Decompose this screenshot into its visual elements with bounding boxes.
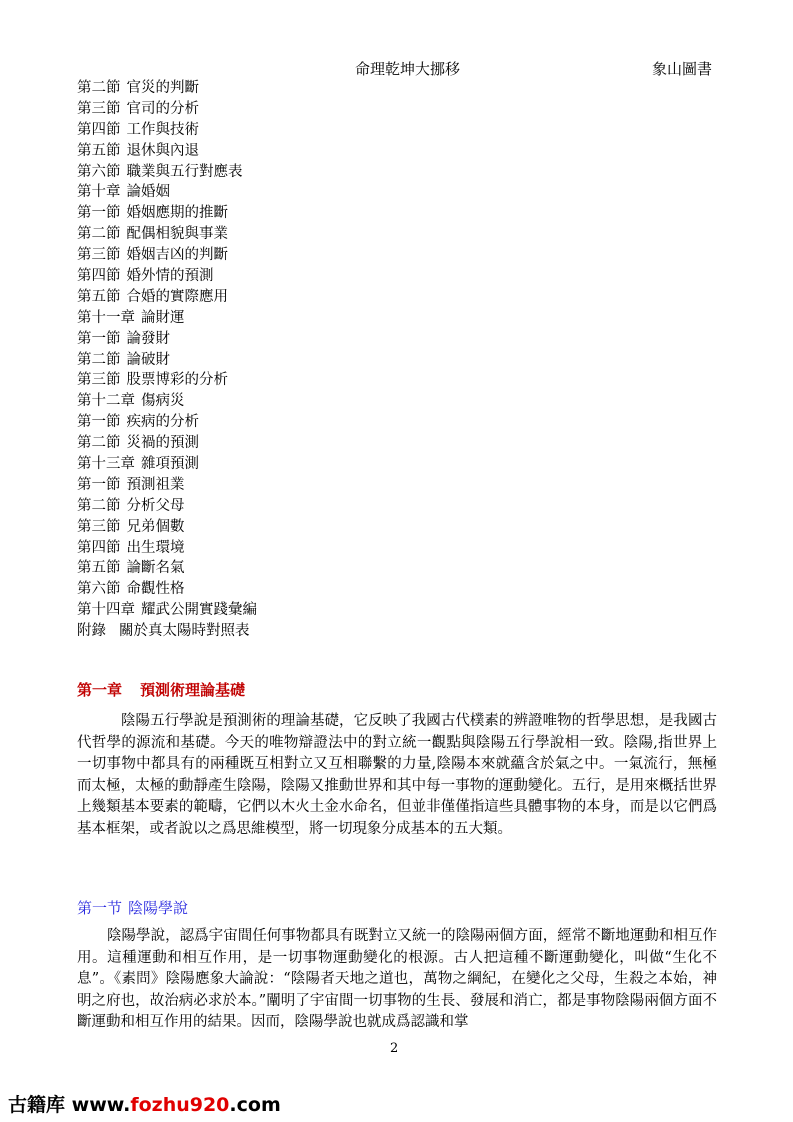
toc-entry-number: 第二節	[77, 497, 121, 514]
toc-entry-number: 第十二章	[77, 393, 135, 410]
toc-entry	[77, 78, 257, 99]
toc-entry-title: 傷病災	[141, 393, 185, 410]
toc-entry-title: 論財運	[141, 309, 185, 326]
toc-entry	[77, 287, 257, 308]
toc-entry	[77, 329, 257, 350]
body-paragraph-1: 陰陽五行學說是預測術的理論基礎，它反映了我國古代樸素的辨證唯物的哲學思想，是我國古代哲學的源流和基礎。今天的唯物辯證法中的對立統一觀點與陰陽五行學說相一致。陰陽,指世界上一切事物中都具有的兩種既互相對立又互相聯繫的力量,陰陽本來就蘊含於氣之中。一氣流行，無極而太極，太極的動靜產生陰陽，陰陽又推動世界和其中每一事物的運動變化。五行，是用來概括世界上幾類基本要素的範疇，它們以木火土金水命名，但並非僅僅指這些具體事物的本身，而是以它們爲基本框架，或者說以之爲思維模型，將一切現象分成基本的五大類。	[77, 713, 717, 837]
toc-entry-number: 第三節	[77, 372, 121, 389]
chapter-heading	[77, 679, 245, 700]
toc-entry-title: 論婚姻	[126, 184, 170, 201]
section-heading	[77, 897, 188, 918]
toc-entry-number: 第二節	[77, 351, 121, 368]
book-title: 命理乾坤大挪移	[355, 60, 461, 78]
toc-entry	[77, 308, 257, 329]
toc-entry-title: 工作與技術	[126, 121, 199, 138]
toc-entry-title: 退休與內退	[126, 142, 199, 159]
toc-entry-number: 第三節	[77, 518, 121, 535]
watermark-url-domain: fozhu920	[130, 1094, 230, 1116]
body-paragraph-2: 陰陽學說，認爲宇宙間任何事物都具有既對立又統一的陰陽兩個方面，經常不斷地運動和相互作用。這種運動和相互作用，是一切事物運動變化的根源。古人把這種不斷運動變化，叫做“生化不息”。《素問》陰陽應象大論說：“陰陽者天地之道也，萬物之綱紀，在變化之父母，生殺之本始，神明之府也，故治病必求於本。”闡明了宇宙間一切事物的生長、發展和消亡，都是事物陰陽兩個方面不斷運動和相互作用的結果。因而，陰陽學說也就成爲認識和掌	[77, 928, 717, 1031]
toc-entry	[77, 496, 257, 517]
toc-entry	[77, 350, 257, 371]
chapter-title: 預測術理論基礎	[140, 681, 246, 699]
toc-entry-number: 第四節	[77, 121, 121, 138]
toc-entry-number: 第十章	[77, 184, 121, 201]
toc-entry-title: 論破財	[126, 351, 170, 368]
toc-entry-title: 兄弟個數	[126, 518, 185, 535]
toc-entry-title: 疾病的分析	[126, 414, 199, 431]
toc-entry	[77, 203, 257, 224]
watermark-site-name: 古籍库	[8, 1094, 66, 1116]
toc-entry-title: 出生環境	[126, 539, 185, 556]
toc-entry	[77, 621, 257, 642]
section-title: 陰陽學說	[128, 899, 189, 917]
toc-entry	[77, 266, 257, 287]
toc-entry-title: 雜項預測	[141, 456, 199, 473]
toc-entry-number: 第二節	[77, 80, 121, 96]
toc-entry-number: 第二節	[77, 435, 121, 452]
chapter-number: 第一章	[77, 681, 123, 699]
toc-entry-number: 第一節	[77, 414, 121, 431]
toc-entry	[77, 99, 257, 120]
toc-entry-title: 婚姻吉凶的判斷	[126, 247, 228, 264]
toc-entry	[77, 433, 257, 454]
toc-entry-number: 第三節	[77, 100, 121, 117]
toc-entry-title: 分析父母	[126, 497, 185, 514]
toc-entry-number: 第五節	[77, 288, 121, 305]
site-watermark	[8, 1090, 281, 1117]
toc-entry-title: 股票博彩的分析	[126, 372, 228, 389]
toc-entry	[77, 224, 257, 245]
toc-entry-number: 第五節	[77, 560, 121, 577]
toc-entry-title: 關於真太陽時對照表	[119, 623, 250, 640]
toc-entry	[77, 579, 257, 600]
toc-entry	[77, 558, 257, 579]
toc-entry	[77, 182, 257, 203]
toc-entry-title: 災禍的預測	[126, 435, 199, 452]
toc-entry-title: 職業與五行對應表	[126, 163, 243, 180]
toc-entry-number: 第三節	[77, 247, 121, 264]
toc-entry	[77, 120, 257, 141]
toc-entry	[77, 412, 257, 433]
toc-entry-title: 合婚的實際應用	[126, 288, 228, 305]
toc-entry-number: 第一節	[77, 476, 121, 493]
toc-entry-number: 第四節	[77, 539, 121, 556]
toc-entry	[77, 370, 257, 391]
watermark-url-prefix: www.	[71, 1094, 131, 1116]
toc-entry-number: 第六節	[77, 163, 121, 180]
toc-entry-number: 第六節	[77, 581, 121, 598]
watermark-url-suffix: .com	[229, 1094, 281, 1116]
toc-entry	[77, 141, 257, 162]
toc-entry	[77, 475, 257, 496]
toc-entry-number: 第五節	[77, 142, 121, 159]
toc-entry-number: 附錄	[77, 623, 106, 640]
toc-entry-title: 婚姻應期的推斷	[126, 205, 228, 222]
toc-entry-title: 命觀性格	[126, 581, 185, 598]
toc-entry-number: 第四節	[77, 268, 121, 285]
table-of-contents	[77, 78, 257, 642]
toc-entry-title: 論發財	[126, 330, 170, 347]
toc-entry-title: 官司的分析	[126, 100, 199, 117]
toc-entry-title: 配偶相貌與事業	[126, 226, 228, 243]
toc-entry-number: 第十一章	[77, 309, 135, 326]
toc-entry-title: 婚外情的預測	[126, 268, 214, 285]
toc-entry	[77, 245, 257, 266]
toc-entry	[77, 538, 257, 559]
toc-entry	[77, 600, 257, 621]
toc-entry-number: 第十三章	[77, 456, 135, 473]
toc-entry-number: 第二節	[77, 226, 121, 243]
toc-entry-title: 耀武公開實踐彙編	[141, 602, 257, 619]
publisher-name: 象山圖書	[652, 60, 713, 78]
toc-entry-number: 第十四章	[77, 602, 135, 619]
toc-entry	[77, 517, 257, 538]
toc-entry	[77, 454, 257, 475]
toc-entry-number: 第一節	[77, 205, 121, 222]
toc-entry-title: 預測祖業	[126, 476, 185, 493]
page-number: 2	[390, 1041, 399, 1056]
toc-entry-title: 官災的判斷	[126, 80, 199, 96]
toc-entry	[77, 162, 257, 183]
toc-entry-title: 論斷名氣	[126, 560, 185, 577]
section-number: 第一节	[77, 899, 123, 917]
toc-entry	[77, 391, 257, 412]
toc-entry-number: 第一節	[77, 330, 121, 347]
